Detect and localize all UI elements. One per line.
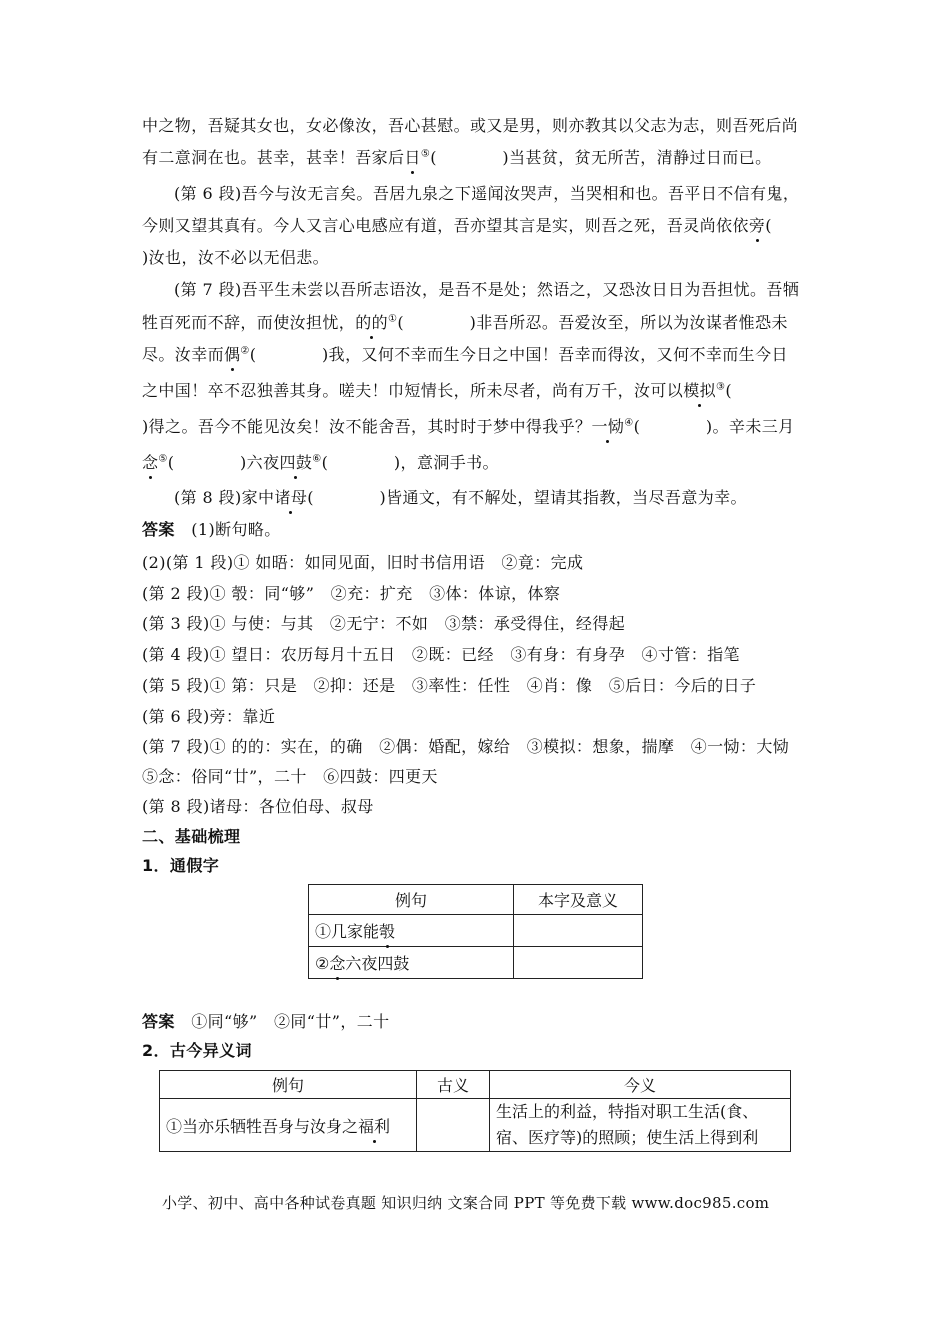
text-line: (第 7 段)吾平生未尝以吾所志语汝，是吾不是处；然语之，又恐汝日日为吾担忧。吾牺 <box>174 280 800 299</box>
table-header: 古义 <box>417 1071 490 1099</box>
text-span: ( )我，又何不幸而生今日之中国！吾幸而得汝，又何不幸而生今日 <box>249 345 788 364</box>
table-row <box>309 947 643 979</box>
emphasis-dotted: 偶 <box>224 345 241 364</box>
footnote-mark: ⑥ <box>312 453 322 465</box>
answer-text: (1)断句略。 <box>191 520 281 539</box>
emphasis-dotted: 诸母 <box>274 488 308 507</box>
footnote-mark: ④ <box>624 417 634 429</box>
text-span: 牲百死而不辞，而使汝担忧， <box>142 313 356 332</box>
text-span: ( )非吾所忍。吾爱汝至，所以为汝谋者惟恐未 <box>397 313 788 332</box>
text-line <box>142 345 788 365</box>
footnote-mark: ① <box>388 313 398 325</box>
text-span: ( )当甚贫，贫无所苦，清静过日而已。 <box>430 148 772 167</box>
text-span: 有二意洞在也。甚幸，甚幸！吾家后 <box>142 148 405 167</box>
emphasis-dotted: 念 <box>329 951 345 974</box>
table-row <box>160 1099 791 1152</box>
answer-text: ①同“够” ②同“廿”，二十 <box>191 1012 390 1031</box>
subsection-title: 2．古今异义词 <box>142 1041 252 1060</box>
emphasis-dotted: 四鼓 <box>279 453 313 472</box>
text-span: ( )皆通文，有不解处，望请其指教，当尽吾意为幸。 <box>307 488 747 507</box>
emphasis-dotted: 旁 <box>748 216 766 235</box>
text-span: ( )六夜 <box>167 453 280 472</box>
text-line: )汝也，汝不必以无侣悲。 <box>142 248 330 267</box>
text-line <box>142 453 499 473</box>
text-span: (第 8 段)家中 <box>174 488 275 507</box>
text-line <box>142 417 795 437</box>
tongjiazi-table <box>308 884 643 979</box>
gujin-yiyi-table <box>159 1070 791 1152</box>
subsection-title: 1．通假字 <box>142 856 220 875</box>
answer-line: (第 7 段)① 的的：实在，的确 ②偶：婚配，嫁给 ③模拟：想象，揣摩 ④一恸：大恸 <box>142 737 790 756</box>
section-title: 二、基础梳理 <box>142 827 241 846</box>
answer-block <box>142 520 281 540</box>
table-header: 今义 <box>490 1071 791 1099</box>
text-line <box>174 488 747 508</box>
text-span: ( )，意洞手书。 <box>321 453 499 472</box>
emphasis-dotted: 日 <box>404 148 421 167</box>
footnote-mark: ② <box>240 345 250 357</box>
page-footer: 小学、初中、高中各种试卷真题 知识归纳 文案合同 PPT 等免费下载 www.doc985.com <box>162 1194 770 1212</box>
answer-line: (第 5 段)① 第：只是 ②抑：还是 ③率性：任性 ④肖：像 ⑤后日：今后的日子 <box>142 676 757 695</box>
table-cell: ①当亦乐牺牲吾身与汝身之福利 <box>160 1099 417 1152</box>
text-span: ( )。辛未三月 <box>633 417 795 436</box>
emphasis-dotted: 模拟 <box>683 381 717 400</box>
text-line <box>142 313 788 333</box>
answer-block <box>142 1012 390 1032</box>
table-cell: ②念六夜四鼓 <box>309 947 514 979</box>
text-line <box>142 381 732 401</box>
table-header: 例句 <box>309 885 514 915</box>
answer-line: (2)(第 1 段)① 如晤：如同见面，旧时书信用语 ②竟：完成 <box>142 553 584 572</box>
text-span: 尽。汝幸而 <box>142 345 225 364</box>
table-row <box>309 915 643 947</box>
table-cell-empty <box>514 915 643 947</box>
answer-label: 答案 <box>142 1012 175 1031</box>
text-span: )得之。吾今不能见汝矣！汝不能舍吾，其时时于梦中得我乎？ <box>142 417 592 436</box>
text-line: 中之物，吾疑其女也，女必像汝，吾心甚慰。或又是男，则亦教其以父志为志，则吾死后尚 <box>142 116 799 135</box>
answer-line: (第 8 段)诸母：各位伯母、叔母 <box>142 797 374 816</box>
answer-line: ⑤念：俗同“廿”，二十 ⑥四鼓：四更天 <box>142 767 438 786</box>
table-cell: ①几家能彀 <box>309 915 514 947</box>
emphasis-dotted: 的的 <box>355 313 389 332</box>
text-line <box>142 216 772 236</box>
table-header: 例句 <box>160 1071 417 1099</box>
emphasis-dotted: 念 <box>142 453 159 472</box>
answer-line: (第 3 段)① 与使：与其 ②无宁：不如 ③禁：承受得住，经得起 <box>142 614 626 633</box>
emphasis-dotted: 一恸 <box>591 417 625 436</box>
emphasis-dotted: 福利 <box>358 1114 390 1137</box>
text-span: ( <box>725 381 733 400</box>
answer-line: (第 6 段)旁：靠近 <box>142 707 276 726</box>
answer-line: (第 2 段)① 彀：同“够” ②充：扩充 ③体：体谅，体察 <box>142 584 561 603</box>
table-cell-empty <box>417 1099 490 1152</box>
emphasis-dotted: 彀 <box>379 919 395 942</box>
text-span: ( <box>765 216 772 235</box>
text-span: 之中国！卒不忍独善其身。嗟夫！巾短情长，所未尽者，尚有万千，汝可以 <box>142 381 684 400</box>
text-span: 今则又望其真有。今人又言心电感应有道，吾亦望其言是实，则吾之死，吾灵尚依依 <box>142 216 749 235</box>
answer-label: 答案 <box>142 520 175 539</box>
text-line: (第 6 段)吾今与汝无言矣。吾居九泉之下遥闻汝哭声，当哭相和也。吾平日不信有鬼， <box>174 184 800 203</box>
footnote-mark: ⑤ <box>420 148 431 160</box>
table-cell: 生活上的利益，特指对职工生活(食、 宿、医疗等)的照顾；使生活上得到利 <box>490 1099 791 1152</box>
answer-line: (第 4 段)① 望日：农历每月十五日 ②既：已经 ③有身：有身孕 ④寸管：指笔 <box>142 645 740 664</box>
footnote-mark: ③ <box>716 381 726 393</box>
table-cell-empty <box>514 947 643 979</box>
text-line <box>142 148 771 168</box>
footnote-mark: ⑤ <box>158 453 168 465</box>
table-header: 本字及意义 <box>514 885 643 915</box>
